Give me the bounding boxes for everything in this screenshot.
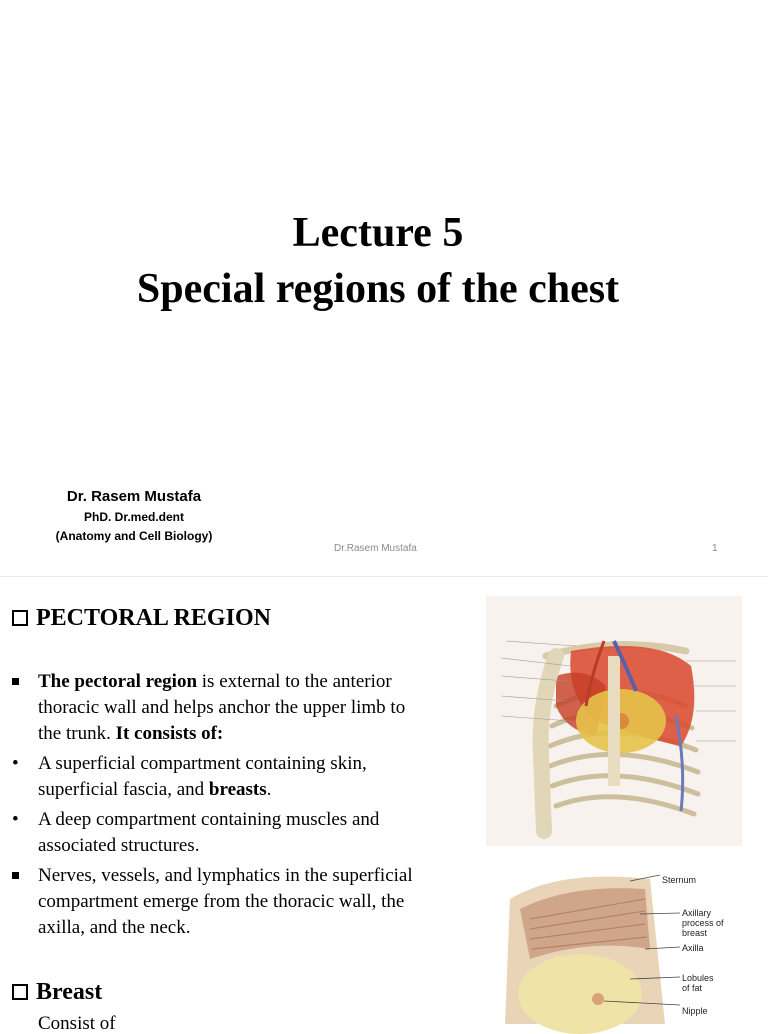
- bullet-bold-text: The pectoral region: [38, 671, 198, 692]
- thorax-anatomy-illustration: [486, 596, 742, 846]
- author-department: (Anatomy and Cell Biology): [55, 529, 213, 543]
- title-line-1: Lecture 5: [292, 210, 464, 256]
- label-sternum: Sternum: [662, 875, 697, 885]
- dot-bullet-icon: [12, 807, 32, 833]
- label-nipple: Nipple: [682, 1006, 708, 1016]
- dot-bullet-icon: [12, 751, 32, 777]
- slide-title: [0, 205, 756, 317]
- author-name: Dr. Rasem Mustafa: [66, 488, 202, 505]
- heading-text: Breast: [36, 979, 103, 1005]
- bullet-text: Nerves, vessels, and lymphatics in the superficial compartment emerge from the thoracic wall, the axilla, and the neck.: [38, 865, 413, 938]
- heading-pectoral-region: [12, 603, 271, 633]
- square-bullet-icon: [12, 669, 32, 695]
- cut-off-text: Consist of: [38, 1013, 116, 1034]
- page-number: 1: [712, 543, 718, 554]
- bullet-text: A superficial compartment containing skin, superficial fascia, and: [38, 753, 367, 800]
- label-lobules: Lobules of fat: [682, 973, 714, 993]
- label-axilla: Axilla: [682, 943, 704, 953]
- bullet-list: [12, 669, 422, 945]
- heading-breast: [12, 977, 102, 1007]
- bullet-text: is external to the anterior thoracic wall and helps anchor the upper limb to the trunk.: [38, 671, 406, 744]
- bullet-bold-text: It consists of:: [115, 723, 224, 744]
- bullet-text: .: [266, 779, 272, 800]
- breast-anatomy-illustration: [500, 869, 748, 1024]
- author-degree: PhD. Dr.med.dent: [83, 510, 184, 524]
- content-slide: [0, 577, 768, 1034]
- square-bullet-icon: [12, 863, 32, 889]
- label-axillary-process: Axillary process of breast: [682, 908, 724, 938]
- title-line-2: Special regions of the chest: [136, 266, 620, 312]
- bullet-bold-text: breasts: [208, 779, 267, 800]
- checkbox-bullet-icon: [12, 984, 28, 1000]
- list-item: [12, 807, 422, 859]
- footer-author: Dr.Rasem Mustafa: [334, 543, 417, 554]
- list-item: [12, 751, 422, 803]
- list-item: [12, 669, 422, 747]
- checkbox-bullet-icon: [12, 610, 28, 626]
- heading-text: PECTORAL REGION: [36, 605, 271, 631]
- bullet-text: A deep compartment containing muscles and associated structures.: [38, 809, 380, 856]
- author-block: [34, 486, 234, 546]
- list-item: [12, 863, 422, 941]
